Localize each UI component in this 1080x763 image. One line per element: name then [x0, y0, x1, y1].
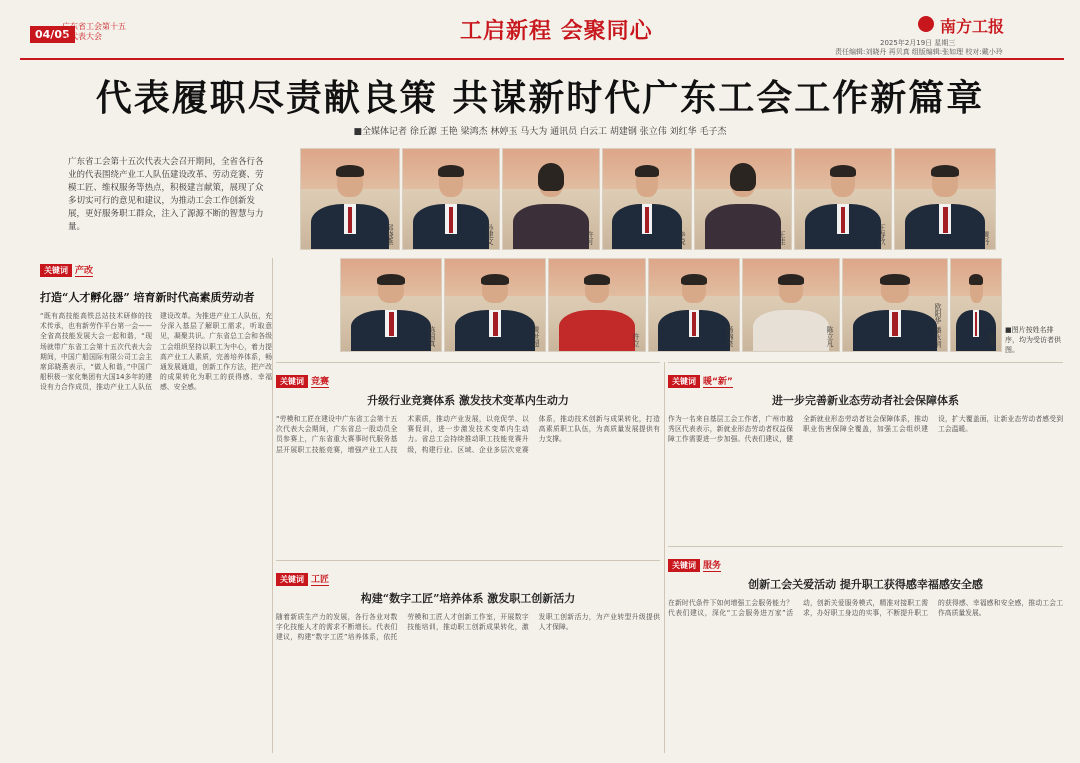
keyword-word: 服务	[703, 558, 721, 572]
photo-name: 许可	[586, 231, 594, 245]
photo-name: 黄丹	[982, 231, 990, 245]
keyword-tag: 关键词	[668, 375, 700, 388]
photo-name: 邱晓燕	[386, 224, 394, 245]
logo-text: 南方工报	[940, 17, 1005, 36]
byline: ■全媒体记者 徐丘源 王艳 梁鸿杰 林婷玉 马大为 通讯员 白云工 胡建钢 张立伟 刘红华 毛子杰	[353, 127, 727, 137]
column-divider	[664, 362, 665, 753]
newspaper-logo	[918, 14, 1058, 34]
article-jingsai	[276, 362, 660, 564]
article-wangyi	[668, 362, 1063, 554]
photo-name: 许立	[632, 333, 640, 347]
delegate-photo	[548, 258, 646, 352]
delegate-photo	[648, 258, 740, 352]
keyword-word: 工匠	[311, 572, 329, 586]
delegate-photo	[602, 148, 692, 250]
delegate-photo	[794, 148, 892, 250]
article-body: “既有高技能高铁总站技术研修的技术传承，也有新劳作平台第一会——全省高技能发展大会一起和谐，“现场就带广东省工会第十五次代表大会期间，中国广船国际有限公司工会主席邱晓燕表示，“做人和谐，”中国广船积极一家化集团有大国14多年的建设有力合作成员，推动产业工人队伍建设改革。为推进产业工人队伍，充分深入基层了解职工需求，听取意见，凝聚共识。广东省总工会和各级工会组织坚持以职工为中心，着力提高产业工人素质，完善培养体系，畅通发展通道，创新工作方法，把产改的成果转化为职工的获得感、幸福感、安全感。	[40, 312, 272, 392]
editors-credit: 责任编辑:刘晓丹 再贝真 组版编辑:张如理 校对:戴小玲	[835, 48, 1003, 56]
section-name: 广东省工会第十五次代表大会	[62, 22, 126, 41]
keyword-word: 竞赛	[311, 374, 329, 388]
article-title: 创新工会关爱活动 提升职工获得感幸福感安全感	[748, 578, 983, 591]
photo-name: 孙建文	[486, 224, 494, 245]
article-body: “劳模和工匠在建设中广东省工会第十五次代表大会期间，广东省总一股动员全员参赛上，广东省重大赛事时代服务基层开展职工技能竞赛，增强产业工人技术素质，推动产业发展，以竞促学、以赛促训，进一步激发技术变革内生动力。省总工会持续推动职工技能竞赛升级，构建行业、区域、企业多层次竞赛体系，推动技术创新与成果转化，打造高素质职工队伍，为高质量发展提供有力支撑。	[276, 415, 660, 454]
page-number: 04/05	[30, 26, 75, 43]
photo-name: 欧阳华 潘永炳	[934, 302, 942, 347]
article-title: 构建“数字工匠”培养体系 激发职工创新活力	[360, 592, 576, 605]
article-title: 打造“人才孵化器” 培育新时代高素质劳动者	[40, 291, 255, 304]
photo-name: 王佳	[778, 231, 786, 245]
delegate-photo	[340, 258, 442, 352]
delegate-photo	[894, 148, 996, 250]
photo-name: 钟华	[988, 333, 996, 347]
delegate-photo	[950, 258, 1002, 352]
article-chanjiao	[40, 258, 272, 741]
intro-paragraph: 广东省工会第十五次代表大会召开期间，全省各行各业的代表围绕产业工人队伍建设改革、劳动竞赛、劳模工匠、维权服务等热点，积极建言献策，展现了众多切实可行的意见和建议，为推动工会工作创新发展，更好服务职工群众，注入了源源不断的智慧与力量。	[68, 157, 264, 232]
keyword-tag: 关键词	[668, 559, 700, 572]
delegate-photo	[502, 148, 600, 250]
delegate-photo	[742, 258, 840, 352]
photo-name: 陈国真	[428, 326, 436, 347]
keyword-tag: 关键词	[276, 573, 308, 586]
column-divider	[272, 258, 273, 753]
article-gongfang	[276, 560, 660, 762]
photo-name: 杨锦亮	[726, 326, 734, 347]
keyword-tag: 关键词	[40, 264, 72, 277]
delegate-photo	[402, 148, 500, 250]
photo-name: 王春欣	[878, 224, 886, 245]
delegate-photo	[300, 148, 400, 250]
issue-date: 2025年2月19日 星期三	[880, 39, 956, 47]
photo-caption: ■图片按姓名排序，均为受访者供图。	[1005, 326, 1061, 354]
keyword-word: 暖“新”	[703, 374, 733, 388]
delegate-photo	[842, 258, 948, 352]
article-body: 在新时代条件下如何增强工会服务能力？代表们建议，深化“工会服务进万家”活动，创新关爱服务模式，精准对接职工需求，办好职工身边的实事，不断提升职工的获得感、幸福感和安全感，推动工会工作高质量发展。	[668, 599, 1063, 618]
keyword-word: 产改	[75, 263, 93, 277]
article-body: 随着新质生产力的发展，各行各业对数字化技能人才的需求不断增长。代表们建议，构建“数字工匠”培养体系，依托劳模和工匠人才创新工作室，开展数字技能培训，推动职工创新成果转化，激发职工创新活力，为产业转型升级提供人才保障。	[276, 613, 660, 642]
photo-name: 李悦	[678, 231, 686, 245]
article-body: 作为一名来自基层工会工作者，广州市越秀区代表表示，新就业形态劳动者权益保障工作需要进一步加强。代表们建议，健全新就业形态劳动者社会保障体系，推动职业伤害保障全覆盖，加强工会组织建设，扩大覆盖面，让新业态劳动者感受到工会温暖。	[668, 415, 1063, 444]
photo-name: 黄世超	[532, 326, 540, 347]
article-title: 升级行业竞赛体系 激发技术变革内生动力	[367, 394, 569, 407]
main-headline: 代表履职尽责献良策 共谋新时代广东工会工作新篇章	[95, 77, 985, 119]
delegate-photo	[694, 148, 792, 250]
banner-title: 工启新程 会聚同心	[460, 18, 653, 44]
photo-name: 陈立凡	[826, 326, 834, 347]
header-divider	[20, 58, 1064, 60]
keyword-tag: 关键词	[276, 375, 308, 388]
article-fuwu	[668, 546, 1063, 758]
article-title: 进一步完善新业态劳动者社会保障体系	[772, 394, 959, 407]
delegate-photo	[444, 258, 546, 352]
logo-mark-icon	[918, 16, 934, 32]
